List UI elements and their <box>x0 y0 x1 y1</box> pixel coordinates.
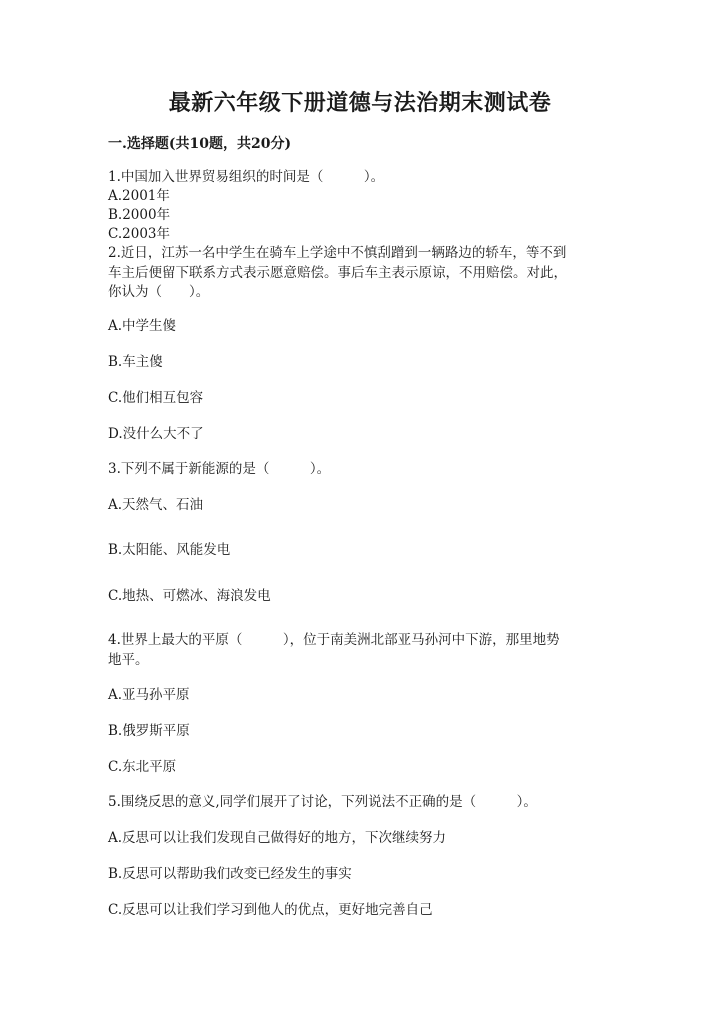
option-a: A.反思可以让我们发现自己做得好的地方，下次继续努力 <box>108 830 447 846</box>
question-stem: 你认为（ ）。 <box>108 284 210 300</box>
page-title: 最新六年级下册道德与法治期末测试卷 <box>168 90 552 116</box>
option-a: A.中学生傻 <box>108 318 177 334</box>
option-a: A.2001年 <box>108 188 170 204</box>
option-c: C.他们相互包容 <box>108 390 204 406</box>
option-b: B.2000年 <box>108 207 171 223</box>
option-b: B.俄罗斯平原 <box>108 723 190 739</box>
option-b: B.太阳能、风能发电 <box>108 542 231 558</box>
option-c: C.2003年 <box>108 226 170 242</box>
section-heading: 一.选择题(共10题，共20分) <box>108 136 292 152</box>
option-a: A.亚马孙平原 <box>108 687 190 703</box>
question-stem: 地平。 <box>108 652 149 668</box>
question-stem: 3.下列不属于新能源的是（ ）。 <box>108 461 331 477</box>
question-stem: 5.围绕反思的意义,同学们展开了讨论，下列说法不正确的是（ ）。 <box>108 794 537 810</box>
option-c: C.地热、可燃冰、海浪发电 <box>108 588 271 604</box>
option-c: C.东北平原 <box>108 759 177 775</box>
option-b: B.反思可以帮助我们改变已经发生的事实 <box>108 866 352 882</box>
option-c: C.反思可以让我们学习到他人的优点，更好地完善自己 <box>108 902 433 918</box>
option-d: D.没什么大不了 <box>108 426 204 442</box>
question-stem: 车主后便留下联系方式表示愿意赔偿。事后车主表示原谅，不用赔偿。对此， <box>108 265 567 281</box>
question-stem: 1.中国加入世界贸易组织的时间是（ ）。 <box>108 169 385 185</box>
option-b: B.车主傻 <box>108 354 163 370</box>
option-a: A.天然气、石油 <box>108 497 204 513</box>
question-stem: 4.世界上最大的平原（ ），位于南美洲北部亚马孙河中下游，那里地势 <box>108 632 560 648</box>
question-stem: 2.近日，江苏一名中学生在骑车上学途中不慎刮蹭到一辆路边的轿车，等不到 <box>108 245 567 261</box>
